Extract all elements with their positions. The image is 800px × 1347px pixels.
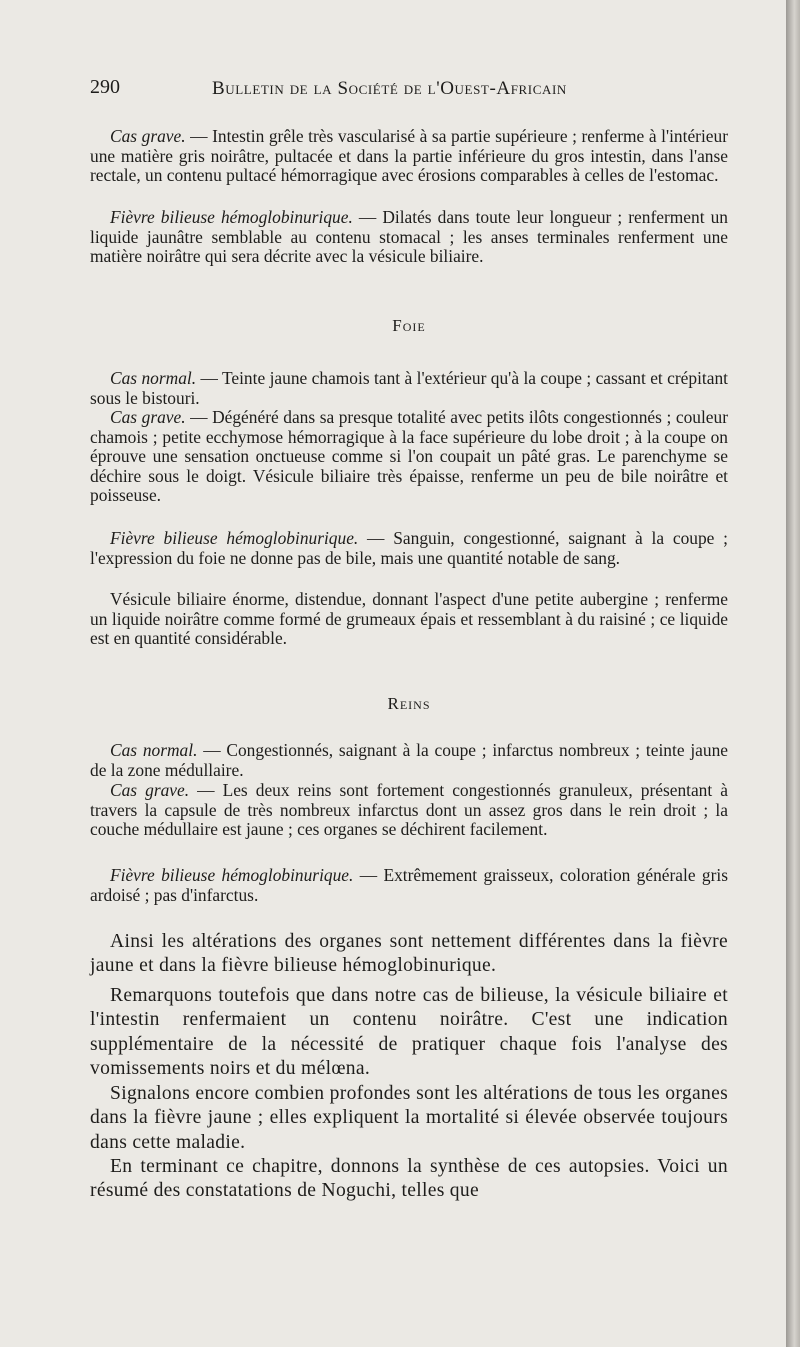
foie-vesicule-biliaire <box>90 590 728 649</box>
paragraph-text: — Dilatés dans toute leur longueur ; renferment un liquide jaunâtre semblable au contenu stomacal ; les anses terminales renferment une matière noirâtre qui sera décrite avec la vésicule biliaire. <box>90 207 728 267</box>
paragraph-lead: Fièvre bilieuse hémoglobinurique. <box>110 528 359 548</box>
running-title: Bulletin de la Société de l'Ouest-Africain <box>212 78 567 99</box>
page-edge-shadow <box>786 0 800 1347</box>
paragraph-text: Vésicule biliaire énorme, distendue, donnant l'aspect d'une petite aubergine ; renferme un liquide noirâtre comme formé de grumeaux épais et ressemblant à du raisiné ; ce liquide est en quantité considérable. <box>90 589 728 649</box>
conclusion-paragraph-3: Signalons encore combien profondes sont les altérations de tous les organes dans la fièvre jaune ; elles expliquent la mortalité si élevée observée toujours dans cette maladie. <box>90 1083 728 1153</box>
paragraph-lead: Fièvre bilieuse hémoglobinurique. <box>110 207 353 227</box>
conclusion-paragraph-1: Ainsi les altérations des organes sont nettement différentes dans la fièvre jaune et dans la fièvre bilieuse hémoglobinurique. <box>90 931 728 977</box>
foie-cas-grave <box>90 408 728 506</box>
conclusion-paragraph-2: Remarquons toutefois que dans notre cas de bilieuse, la vésicule biliaire et l'intestin renfermaient un contenu noirâtre. C'est une indication supplémentaire de la nécessité de pratiquer chaque fois l'analyse des vomissements noirs et du mélœna. <box>90 985 728 1080</box>
reins-cas-normal <box>90 741 728 780</box>
reins-fievre-bilieuse <box>90 866 728 905</box>
intestin-fievre-bilieuse <box>90 208 728 267</box>
paragraph-lead: Cas grave. <box>110 780 190 800</box>
paragraph-text: — Dégénéré dans sa presque totalité avec petits ilôts congestionnés ; couleur chamois ; petite ecchymose hémorragique à la face supérieure du lobe droit ; à la coupe on éprouve une sensation onctueuse comme si l'on coupait un pâté gras. Le parenchyme se déchire sous le doigt. Vésicule biliaire très épaisse, renferme un peu de bile noirâtre et poisseuse. <box>90 407 728 506</box>
paragraph-lead: Cas grave. <box>110 126 186 146</box>
foie-fievre-bilieuse <box>90 529 728 568</box>
paragraph-lead: Cas normal. <box>110 368 197 388</box>
paragraph-text: — Les deux reins sont fortement congestionnés granuleux, présentant à travers la capsule de très nombreux infarctus dont un assez gros dans le rein droit ; la couche médullaire est jaune ; ces organes se déchirent facilement. <box>90 780 728 840</box>
paragraph-text: — Teinte jaune chamois tant à l'extérieur qu'à la coupe ; cassant et crépitant sous le bistouri. <box>90 368 728 408</box>
paragraph-lead: Cas normal. <box>110 740 198 760</box>
paragraph-text: — Sanguin, congestionné, saignant à la coupe ; l'expression du foie ne donne pas de bile, mais une quantité notable de sang. <box>90 528 728 568</box>
paragraph-lead: Cas grave. <box>110 407 186 427</box>
section-heading-foie: Foie <box>392 316 426 335</box>
paragraph-lead: Fièvre bilieuse hémoglobinurique. <box>110 865 354 885</box>
foie-cas-normal <box>90 369 728 408</box>
page-number: 290 <box>90 76 120 98</box>
reins-cas-grave <box>90 781 728 840</box>
paragraph-text: — Extrêmement graisseux, coloration générale gris ardoisé ; pas d'infarctus. <box>90 865 728 905</box>
section-heading-reins: Reins <box>387 694 431 713</box>
conclusion-paragraph-4: En terminant ce chapitre, donnons la synthèse de ces autopsies. Voici un résumé des constatations de Noguchi, telles que <box>90 1156 728 1202</box>
page-header <box>90 76 720 102</box>
paragraph-text: — Intestin grêle très vascularisé à sa partie supérieure ; renferme à l'intérieur une matière gris noirâtre, pultacée et dans la partie inférieure du gros intestin, dans l'anse rectale, un contenu pultacé hémorragique avec érosions comparables à celles de l'estomac. <box>90 126 728 186</box>
paragraph-text: — Congestionnés, saignant à la coupe ; infarctus nombreux ; teinte jaune de la zone médullaire. <box>90 740 728 780</box>
intestin-cas-grave <box>90 127 728 186</box>
